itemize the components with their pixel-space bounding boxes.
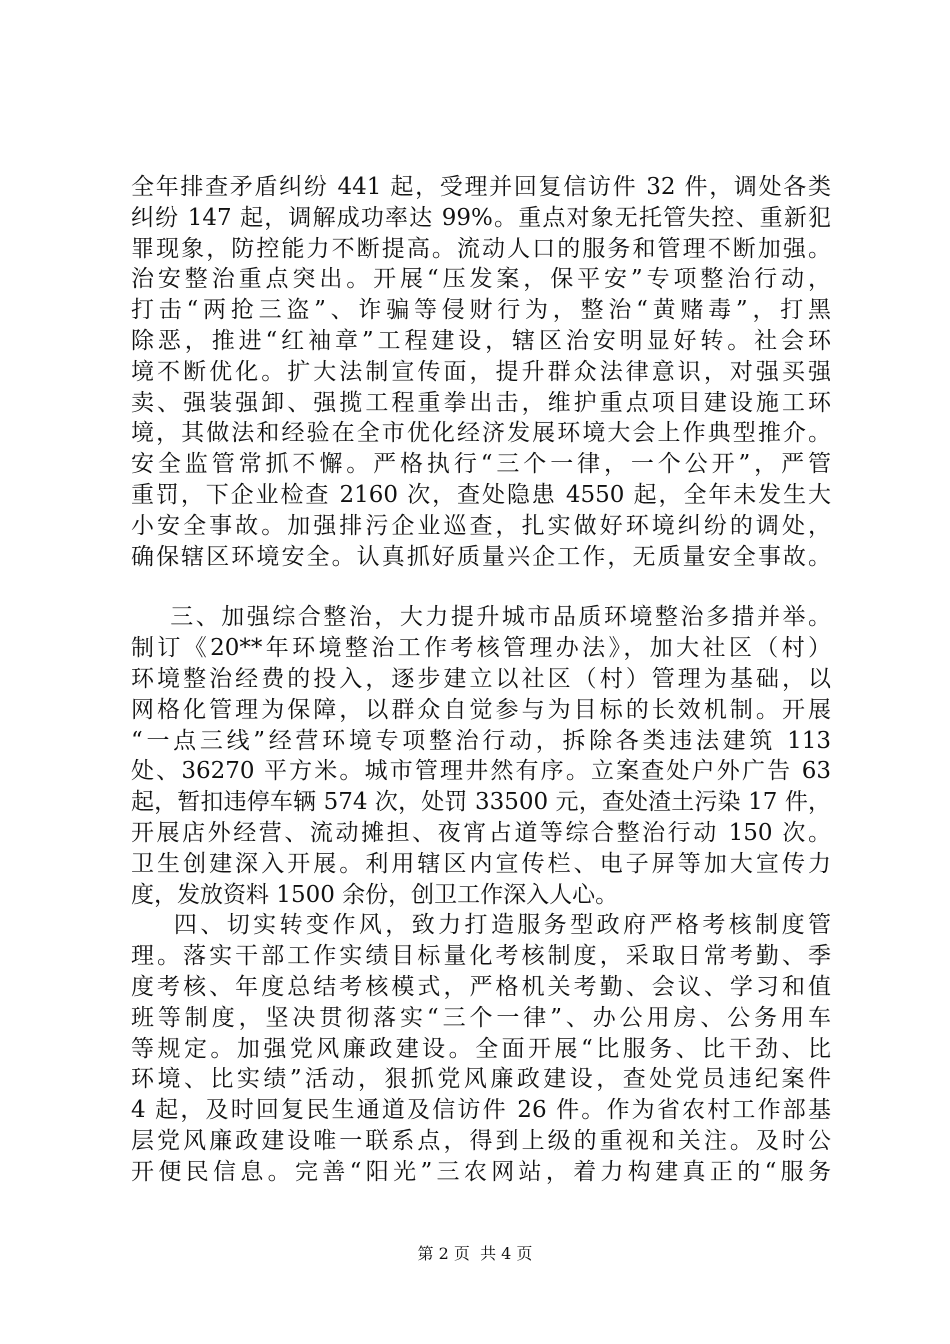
text-line: 确保辖区环境安全。认真抓好质量兴企工作，无质量安全事故。 [131,543,831,570]
text-line: 度，发放资料 1500 余份，创卫工作深入人心。 [131,881,619,908]
text-line: “一点三线”经营环境专项整治行动，拆除各类违法建筑 113 [131,727,831,754]
text-line: 网格化管理为保障，以群众自觉参与为目标的长效机制。开展 [131,696,831,723]
text-line: 4 起，及时回复民生通道及信访件 26 件。作为省农村工作部基 [131,1097,831,1124]
text-line: 治安整治重点突出。开展“压发案，保平安”专项整治行动， [131,266,831,293]
paragraph-1 [131,172,831,572]
text-line: 度考核、年度总结考核模式，严格机关考勤、会议、学习和值 [131,973,831,1000]
paragraph-2 [131,602,831,910]
text-line: 开便民信息。完善“阳光”三农网站，着力构建真正的“服务 [131,1158,831,1185]
text-line: 境，其做法和经验在全市优化经济发展环境大会上作典型推介。 [131,420,831,447]
text-line: 班等制度，坚决贯彻落实“三个一律”、办公用房、公务用车 [131,1004,831,1031]
text-line: 制订《20**年环境整治工作考核管理办法》，加大社区（村） [131,635,831,662]
text-line: 层党风廉政建设唯一联系点，得到上级的重视和关注。及时公 [131,1127,831,1154]
text-line: 三、加强综合整治，大力提升城市品质环境整治多措并举。 [131,604,831,631]
text-line: 安全监管常抓不懈。严格执行“三个一律，一个公开”，严管 [131,451,831,478]
text-line: 小安全事故。加强排污企业巡查，扎实做好环境纠纷的调处， [131,512,831,539]
text-line: 纠纷 147 起，调解成功率达 99%。重点对象无托管失控、重新犯 [131,204,831,231]
paragraph-3 [131,910,831,1187]
text-line: 重罚，下企业检查 2160 次，查处隐患 4550 起，全年未发生大 [131,481,831,508]
text-line: 全年排查矛盾纠纷 441 起，受理并回复信访件 32 件，调处各类 [131,174,831,200]
text-line: 处、36270 平方米。城市管理井然有序。立案查处户外广告 63 [131,758,831,785]
paragraph-spacer [131,572,831,602]
text-line: 打击“两抢三盗”、诈骗等侵财行为，整治“黄赌毒”，打黑 [131,297,831,324]
text-line: 除恶，推进“红袖章”工程建设，辖区治安明显好转。社会环 [131,327,831,354]
page-footer: 第 2 页 共 4 页 [417,1244,533,1263]
text-line: 开展店外经营、流动摊担、夜宵占道等综合整治行动 150 次。 [131,819,831,846]
text-line: 环境、比实绩”活动，狠抓党风廉政建设，查处党员违纪案件 [131,1066,831,1093]
text-line: 起，暂扣违停车辆 574 次，处罚 33500 元，查处渣土污染 17 件， [131,789,831,816]
text-line: 四、切实转变作风，致力打造服务型政府严格考核制度管 [131,912,831,939]
document-body [131,172,831,1188]
text-line: 罪现象，防控能力不断提高。流动人口的服务和管理不断加强。 [131,235,831,262]
text-line: 理。落实干部工作实绩目标量化考核制度，采取日常考勤、季 [131,943,831,970]
text-line: 卫生创建深入开展。利用辖区内宣传栏、电子屏等加大宣传力 [131,850,831,877]
text-line: 境不断优化。扩大法制宣传面，提升群众法律意识，对强买强 [131,358,831,385]
text-line: 环境整治经费的投入，逐步建立以社区（村）管理为基础，以 [131,665,831,692]
text-line: 等规定。加强党风廉政建设。全面开展“比服务、比干劲、比 [131,1035,831,1062]
text-line: 卖、强装强卸、强揽工程重拳出击，维护重点项目建设施工环 [131,389,831,416]
